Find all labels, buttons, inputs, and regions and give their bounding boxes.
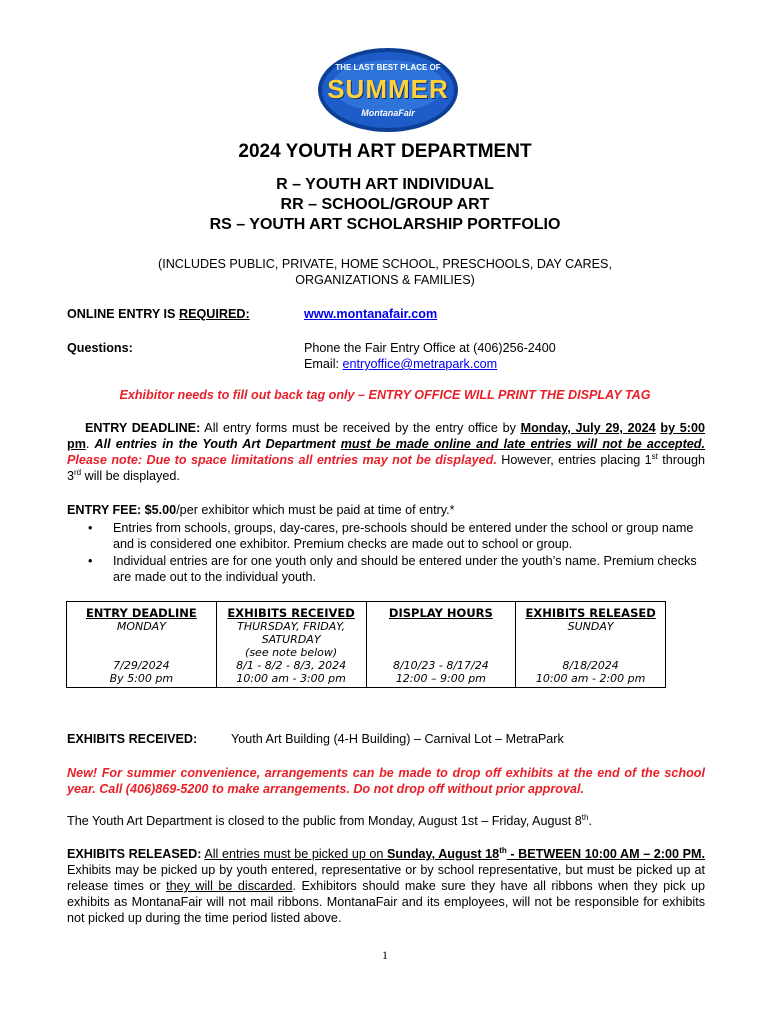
table-row — [67, 620, 666, 633]
new-dropoff-note: New! For summer convenience, arrangements can be made to drop off exhibits at the end of the school year. Call (406)869-5200 to make arrangements. Do not drop off without prior approval. — [67, 766, 705, 796]
questions-label: Questions: — [67, 341, 133, 355]
closed-notice: The Youth Art Department is closed to the public from Monday, August 1st – Friday, August 8th. — [67, 812, 592, 828]
exhibits-released-paragraph: EXHIBITS RELEASED: All entries must be picked up on Sunday, August 18th - BETWEEN 10:00 AM – 2:00 PM. Exhibits may be picked up by youth entered, representative or by school representative, but must be picked up at release times or they will be discarded. Exhibitors should make sure they have all ribbons when they pick up exhibits as MontanaFair will not mail ribbons. MontanaFair and its employees, will not be responsible for exhibits not picked up during the time period listed above. — [67, 845, 705, 925]
subtitle-rs: RS – YOUTH ART SCHOLARSHIP PORTFOLIO — [209, 216, 561, 233]
exhibits-received-text: Youth Art Building (4-H Building) – Carnival Lot – MetraPark — [231, 732, 564, 746]
cell-date: 8/18/2024 — [516, 659, 666, 672]
phone-text: Phone the Fair Entry Office at (406)256-2400 — [304, 341, 556, 355]
cell-day2 — [516, 633, 666, 646]
table-row — [67, 646, 666, 659]
table-row — [67, 633, 666, 646]
fee-bullet-1-text: Entries from schools, groups, day-cares, pre-schools should be entered under the school or group name and is considered one exhibitor. Premium checks are made out to school or group. — [113, 521, 694, 551]
table-header-row — [67, 602, 666, 621]
entry-deadline-paragraph: ENTRY DEADLINE: All entry forms must be received by the entry office by Monday, July 29, 2024 by 5:00 pm. All entries in the Youth Art Department must be made online and late entries will not be accepted. Please note: Due to space limitations all entries may not be displayed. However, entries placing 1st through 3rd will be displayed. — [67, 421, 705, 483]
cell-date: 8/10/23 - 8/17/24 — [366, 659, 516, 672]
cell-time: 10:00 am - 2:00 pm — [516, 672, 666, 688]
logo-summer: SUMMER — [327, 74, 449, 104]
cell-note — [366, 646, 516, 659]
includes-line-2: ORGANIZATIONS & FAMILIES) — [295, 273, 475, 287]
fee-bullet-2-text: Individual entries are for one youth only and should be entered under the youth’s name. Premium checks are made out to the individual youth. — [113, 554, 697, 584]
page-title: 2024 YOUTH ART DEPARTMENT — [238, 141, 532, 162]
entry-fee-line: ENTRY FEE: $5.00/per exhibitor which must be paid at time of entry.* — [67, 503, 455, 517]
cell-day: SUNDAY — [516, 620, 666, 633]
cell-time: By 5:00 pm — [67, 672, 217, 688]
logo-montanafair: MontanaFair — [361, 108, 415, 118]
header-display-hours: DISPLAY HOURS — [366, 602, 516, 621]
schedule-table — [66, 601, 666, 688]
fee-bullet-1 — [88, 520, 706, 552]
exhibits-received-label: EXHIBITS RECEIVED: — [67, 732, 198, 746]
table-row — [67, 659, 666, 672]
cell-day: THURSDAY, FRIDAY, — [216, 620, 366, 633]
fee-bullet-2 — [88, 553, 706, 585]
table-row — [67, 672, 666, 688]
bullet-icon: • — [88, 521, 93, 535]
header-exhibits-released: EXHIBITS RELEASED — [516, 602, 666, 621]
cell-date: 7/29/2024 — [67, 659, 217, 672]
online-entry-label: ONLINE ENTRY IS REQUIRED: — [67, 307, 250, 321]
cell-date: 8/1 - 8/2 - 8/3, 2024 — [216, 659, 366, 672]
header-entry-deadline: ENTRY DEADLINE — [67, 602, 217, 621]
montanafair-link[interactable]: www.montanafair.com — [304, 307, 438, 321]
logo-tagline: THE LAST BEST PLACE OF — [335, 63, 441, 72]
cell-day2 — [67, 633, 217, 646]
cell-day — [366, 620, 516, 633]
cell-day2: SATURDAY — [216, 633, 366, 646]
cell-note — [516, 646, 666, 659]
header-exhibits-received: EXHIBITS RECEIVED — [216, 602, 366, 621]
exhibitor-note: Exhibitor needs to fill out back tag only – ENTRY OFFICE WILL PRINT THE DISPLAY TAG — [119, 388, 651, 402]
subtitle-rr: RR – SCHOOL/GROUP ART — [280, 196, 490, 213]
email-line: Email: entryoffice@metrapark.com — [304, 357, 498, 371]
cell-note: (see note below) — [216, 646, 366, 659]
email-link[interactable]: entryoffice@metrapark.com — [342, 357, 498, 371]
includes-line-1: (INCLUDES PUBLIC, PRIVATE, HOME SCHOOL, PRESCHOOLS, DAY CARES, — [158, 257, 612, 271]
subtitle-r: R – YOUTH ART INDIVIDUAL — [276, 176, 494, 193]
montanafair-logo — [316, 46, 460, 134]
bullet-icon: • — [88, 554, 93, 568]
cell-day: MONDAY — [67, 620, 217, 633]
cell-time: 12:00 – 9:00 pm — [366, 672, 516, 688]
cell-day2 — [366, 633, 516, 646]
page-number: 1 — [382, 948, 388, 962]
cell-time: 10:00 am - 3:00 pm — [216, 672, 366, 688]
cell-note — [67, 646, 217, 659]
